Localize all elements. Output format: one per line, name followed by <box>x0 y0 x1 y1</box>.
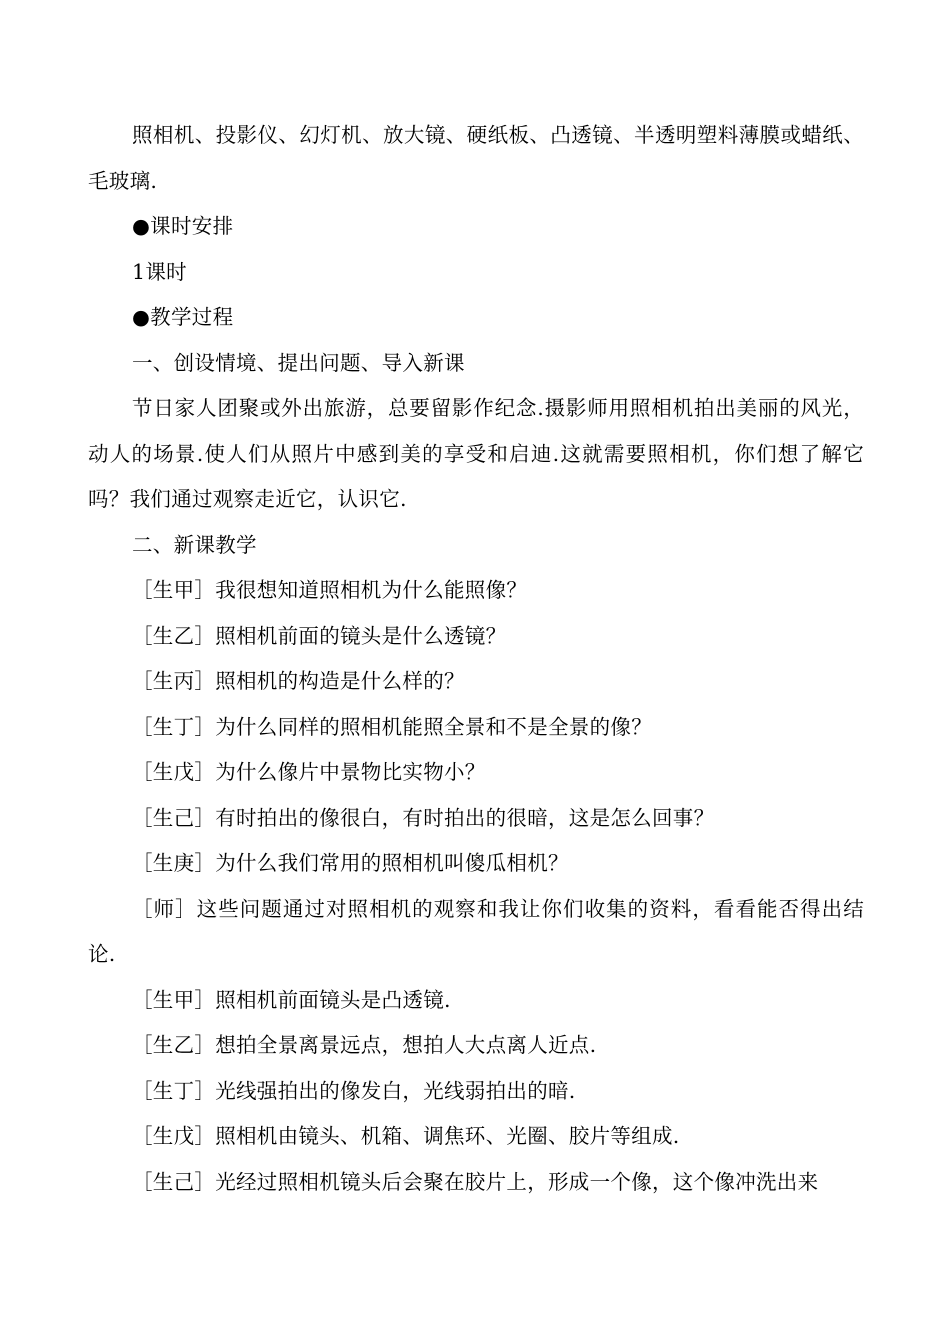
paragraph-materials: 照相机、投影仪、幻灯机、放大镜、硬纸板、凸透镜、半透明塑料薄膜或蜡纸、毛玻璃. <box>88 123 864 193</box>
dialogue-line: ［生庚］为什么我们常用的照相机叫傻瓜相机？ <box>132 851 569 875</box>
dialogue-line: ［生乙］想拍全景离景远点，想拍人大点离人近点. <box>132 1033 597 1057</box>
section-heading-1: 一、创设情境、提出问题、导入新课 <box>132 350 465 375</box>
dialogue-line: ［生己］光经过照相机镜头后会聚在胶片上，形成一个像，这个像冲洗出来 <box>132 1169 819 1194</box>
heading-class-schedule: ●课时安排 <box>132 214 234 238</box>
dialogue-line: ［生甲］照相机前面镜头是凸透镜. <box>132 987 451 1012</box>
heading-teaching-process: ●教学过程 <box>132 305 234 329</box>
dialogue-line: ［生己］有时拍出的像很白，有时拍出的很暗，这是怎么回事？ <box>132 805 715 830</box>
section-heading-2: 二、新课教学 <box>132 532 257 557</box>
paragraph-class-hours: 1课时 <box>132 259 187 284</box>
dialogue-line: ［生乙］照相机前面的镜头是什么透镜？ <box>132 623 507 648</box>
paragraph-intro: 节日家人团聚或外出旅游，总要留影作纪念.摄影师用照相机拍出美丽的风光，动人的场景.使人们从照片中感到美的享受和启迪.这就需要照相机，你们想了解它吗？我们通过观察走近它，认识它. <box>88 396 864 511</box>
dialogue-line: ［生丁］为什么同样的照相机能照全景和不是全景的像？ <box>132 714 652 739</box>
dialogue-line: ［生丁］光线强拍出的像发白，光线弱拍出的暗. <box>132 1078 576 1103</box>
dialogue-line: ［生甲］我很想知道照相机为什么能照像？ <box>132 578 528 602</box>
dialogue-line: ［生戊］照相机由镜头、机箱、调焦环、光圈、胶片等组成. <box>132 1124 680 1148</box>
dialogue-line: ［生丙］照相机的构造是什么样的？ <box>132 669 465 693</box>
dialogue-line: ［生戊］为什么像片中景物比实物小？ <box>132 760 486 784</box>
dialogue-line-teacher: ［师］这些问题通过对照相机的观察和我让你们收集的资料，看看能否得出结论. <box>88 896 864 966</box>
document-page <box>88 113 864 1205</box>
